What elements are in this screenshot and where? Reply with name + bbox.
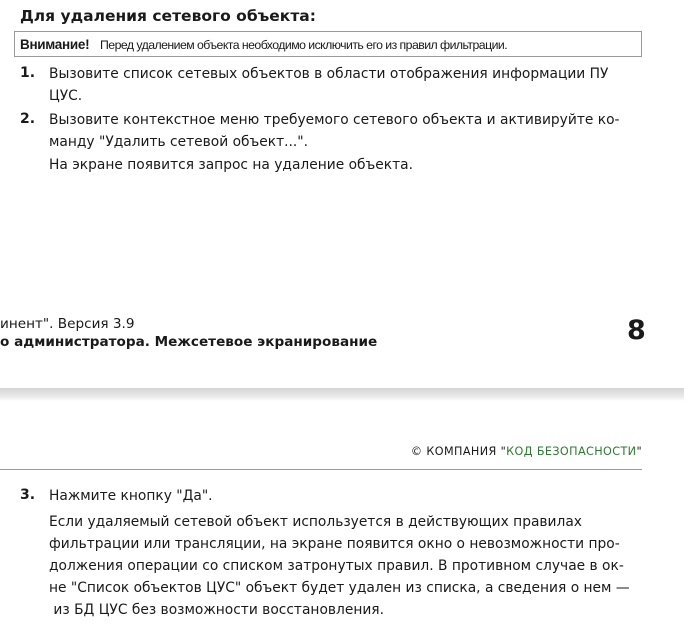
step-3-line-2: фильтрации или трансляции, на экране появится окно о невозможности про-	[49, 536, 620, 552]
footer-document-title: инент". Версия 3.9	[0, 316, 135, 332]
company-header	[411, 445, 642, 458]
step-number-1: 1.	[20, 65, 36, 81]
company-name: КОД БЕЗОПАСНОСТИ	[506, 445, 637, 458]
step-3-paragraph	[49, 511, 643, 621]
step-1-line-2: ЦУС.	[49, 88, 83, 104]
step-3-text: Нажмите кнопку "Да".	[49, 488, 213, 504]
step-1-line-1: Вызовите список сетевых объектов в области отображения информации ПУ	[49, 66, 609, 82]
step-number-3: 3.	[20, 487, 36, 503]
section-heading: Для удаления сетевого объекта:	[20, 7, 316, 25]
step-3-line-4: не "Список объектов ЦУС" объект будет удален из списка, а сведения о нем —	[49, 580, 630, 596]
step-2-line-1: Вызовите контекстное меню требуемого сетевого объекта и активируйте ко-	[49, 112, 620, 128]
step-3-line-1: Если удаляемый сетевой объект используется в действующих правилах	[49, 514, 582, 530]
step-2-text	[49, 109, 643, 153]
company-prefix: © КОМПАНИЯ "	[410, 445, 507, 458]
step-number-2: 2.	[20, 111, 36, 127]
footer-document-subtitle: о администратора. Межсетевое экранирование	[0, 334, 378, 350]
header-rule	[0, 469, 642, 470]
step-1-text	[49, 63, 643, 107]
warning-text: Перед удалением объекта необходимо исключить его из правил фильтрации.	[100, 38, 508, 52]
company-suffix: "	[636, 445, 642, 458]
step-3-line-5: из БД ЦУС без возможности восстановления.	[49, 602, 384, 618]
page-number: 8	[627, 315, 646, 346]
page-separator	[0, 388, 684, 401]
warning-label: Внимание!	[20, 37, 90, 52]
step-2-line-2: манду "Удалить сетевой объект...".	[49, 134, 309, 150]
step-3-line-3: должения операции со списком затронутых правил. В противном случае в ок-	[49, 558, 624, 574]
step-2-note: На экране появится запрос на удаление объекта.	[49, 157, 413, 173]
warning-box	[14, 31, 642, 57]
